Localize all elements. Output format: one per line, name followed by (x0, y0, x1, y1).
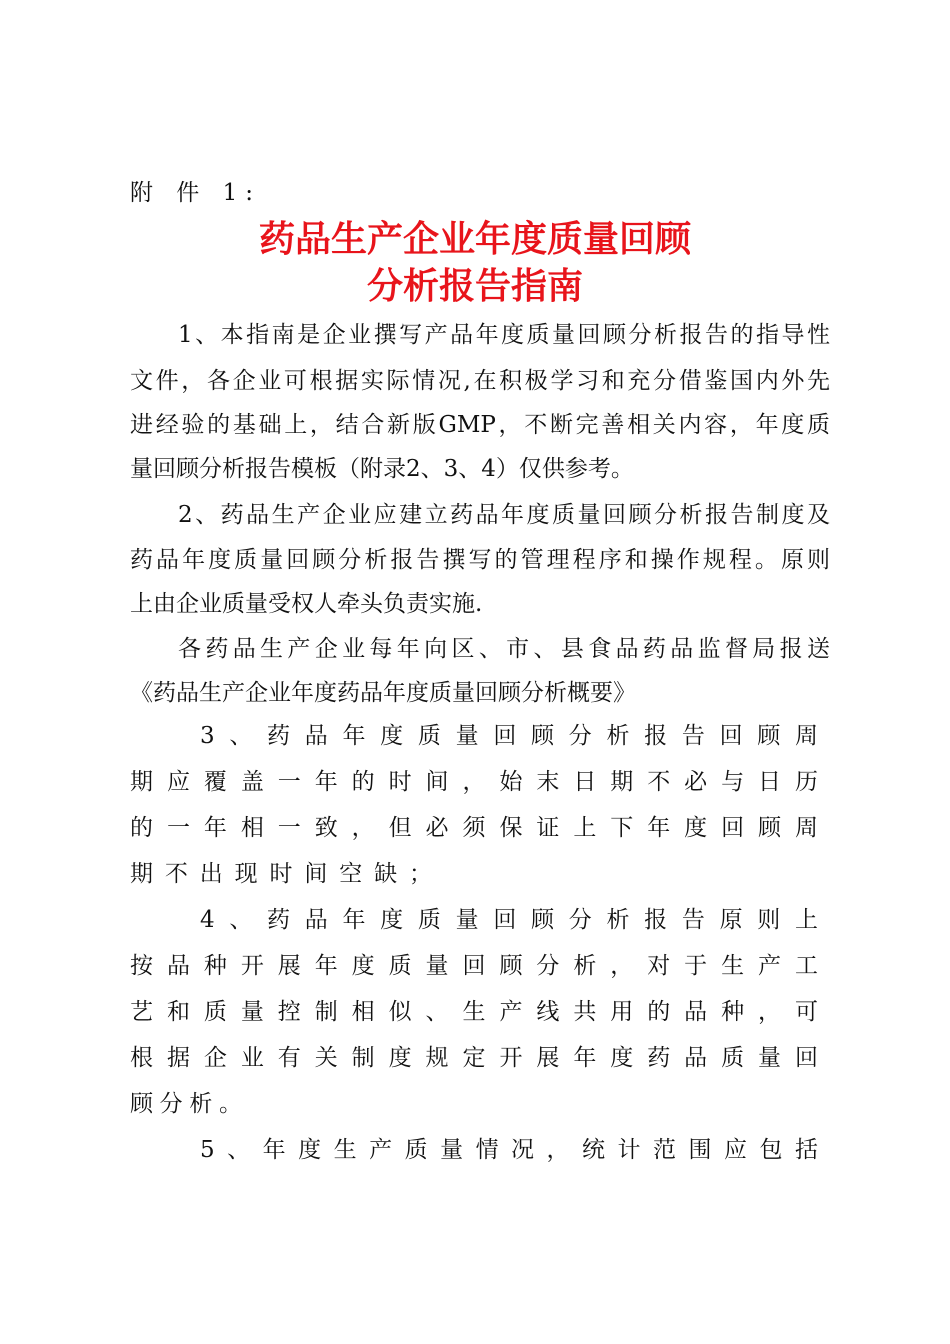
body-line: 量回顾分析报告模板（附录2、3、4）仅供参考。 (130, 456, 634, 482)
body-line: 药品年度质量回顾分析报告撰写的管理程序和操作规程。原则 (130, 547, 830, 573)
body-line: 5、年度生产质量情况，统计范围应包括 (200, 1137, 818, 1163)
body-line: 4、药品年度质量回顾分析报告原则上 (200, 907, 818, 933)
body-line: 1、本指南是企业撰写产品年度质量回顾分析报告的指导性 (178, 322, 830, 348)
body-line: 顾分析。 (130, 1091, 242, 1117)
body-line: 期不出现时间空缺； (130, 861, 432, 887)
body-line: 上由企业质量受权人牵头负责实施. (130, 591, 483, 617)
body-line: 期应覆盖一年的时间，始末日期不必与日历 (130, 769, 818, 795)
body-line: 艺和质量控制相似、生产线共用的品种，可 (130, 999, 818, 1025)
body-line: 按品种开展年度质量回顾分析，对于生产工 (130, 953, 818, 979)
document-title-line-1: 药品生产企业年度质量回顾 (258, 219, 691, 260)
body-line: 根据企业有关制度规定开展年度药品质量回 (130, 1045, 818, 1071)
document-title-line-2: 分析报告指南 (366, 266, 583, 307)
body-line: 3、药品年度质量回顾分析报告回顾周 (200, 723, 818, 749)
body-line: 2、药品生产企业应建立药品年度质量回顾分析报告制度及 (178, 502, 830, 528)
body-line: 《药品生产企业年度药品年度质量回顾分析概要》 (130, 680, 636, 706)
body-line: 文件，各企业可根据实际情况,在积极学习和充分借鉴国内外先 (130, 368, 830, 394)
body-line: 进经验的基础上，结合新版GMP，不断完善相关内容，年度质 (130, 412, 830, 438)
body-line: 的一年相一致，但必须保证上下年度回顾周 (130, 815, 818, 841)
body-line: 各药品生产企业每年向区、市、县食品药品监督局报送 (178, 636, 830, 662)
attachment-label: 附 件 1: (130, 180, 262, 206)
